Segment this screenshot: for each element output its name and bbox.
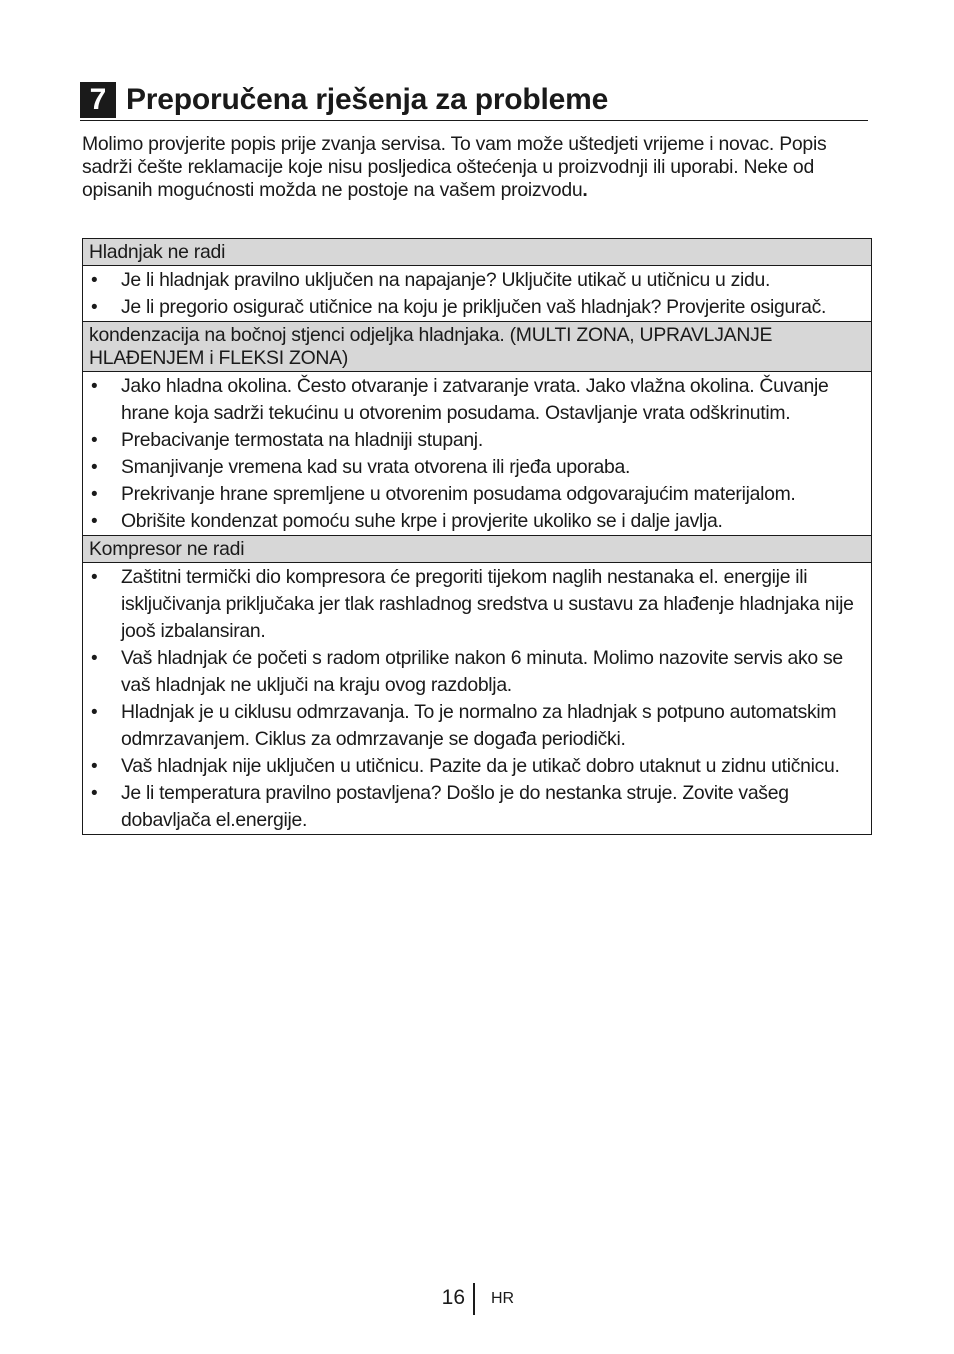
page-title: Preporučena rješenja za probleme [126,83,609,116]
bullet-icon: • [91,567,98,588]
intro-end-mark: . [582,179,588,201]
list-item [89,294,865,321]
section-number-badge: 7 [80,82,116,118]
list-item [89,564,865,645]
list-item-text: Je li temperatura pravilno postavljena? Došlo je do nestanka struje. Zovite vašeg dobavljača el.energije. [121,782,789,831]
table-section-header: Hladnjak ne radi [83,239,871,266]
table-section-body [83,266,871,322]
bullet-icon: • [91,702,98,723]
list-item-text: Prebacivanje termostata na hladniji stupanj. [121,429,483,451]
list-item [89,780,865,834]
list-item [89,427,865,454]
table-section-header: Kompresor ne radi [83,536,871,563]
list-item [89,699,865,753]
list-item-text: Vaš hladnjak nije uključen u utičnicu. Pazite da je utikač dobro utaknut u zidnu utičnicu. [121,755,840,777]
table-section-header: kondenzacija na bočnoj stjenci odjeljka hladnjaka. (MULTI ZONA, UPRAVLJANJE HLAĐENJEM i FLEKSI ZONA) [83,322,871,372]
bullet-icon: • [91,484,98,505]
list-item-text: Jako hladna okolina. Često otvaranje i zatvaranje vrata. Jako vlažna okolina. Čuvanje hrane koja sadrži tekućinu u otvorenim posudama. Ostavljanje vrata odškrinutim. [121,375,829,424]
list-item [89,645,865,699]
intro-paragraph [82,133,877,202]
list-item [89,267,865,294]
list-item-text: Je li pregorio osigurač utičnice na koju je priključen vaš hladnjak? Provjerite osigurač. [121,296,827,318]
table-section-body [83,372,871,536]
bullet-list [89,564,865,834]
bullet-list [89,373,865,535]
bullet-icon: • [91,511,98,532]
list-item-text: Vaš hladnjak će početi s radom otprilike nakon 6 minuta. Molimo nazovite servis ako se vaš hladnjak ne uključi na kraju ovog razdoblja. [121,647,843,696]
list-item [89,454,865,481]
bullet-icon: • [91,270,98,291]
bullet-icon: • [91,297,98,318]
troubleshooting-table [82,238,872,835]
list-item-text: Je li hladnjak pravilno uključen na napajanje? Uključite utikač u utičnicu u zidu. [121,269,771,291]
bullet-icon: • [91,457,98,478]
list-item-text: Smanjivanje vremena kad su vrata otvorena ili rjeđa uporaba. [121,456,631,478]
list-item [89,508,865,535]
list-item-text: Hladnjak je u ciklusu odmrzavanja. To je normalno za hladnjak s potpuno automatskim odmrzavanjem. Ciklus za odmrzavanje se događa periodički. [121,701,837,750]
bullet-icon: • [91,648,98,669]
list-item [89,753,865,780]
list-item [89,481,865,508]
page-number: 16 [441,1286,465,1309]
list-item-text: Zaštitni termički dio kompresora će pregoriti tijekom naglih nestanaka el. energije ili isključivanja priključaka jer tlak rashladnog sredstva u sustavu za hlađenje hladnjaka nije jooš izbalansiran. [121,566,854,642]
list-item-text: Obrišite kondenzat pomoću suhe krpe i provjerite ukoliko se i dalje javlja. [121,510,723,532]
bullet-icon: • [91,783,98,804]
section-heading [80,80,868,121]
list-item [89,373,865,427]
language-code: HR [491,1290,515,1307]
bullet-icon: • [91,756,98,777]
bullet-icon: • [91,430,98,451]
page-footer [0,1283,954,1315]
table-section-body [83,563,871,834]
list-item-text: Prekrivanje hrane spremljene u otvorenim posudama odgovarajućim materijalom. [121,483,796,505]
bullet-icon: • [91,376,98,397]
bullet-list [89,267,865,321]
footer-divider [473,1283,475,1315]
intro-text: Molimo provjerite popis prije zvanja servisa. To vam može uštedjeti vrijeme i novac. Popis sadrži češte reklamacije koje nisu posljedica oštećenja u proizvodnji ili uporabi. Neke od opisanih mogućnosti možda ne postoje na vašem proizvodu [82,133,827,201]
